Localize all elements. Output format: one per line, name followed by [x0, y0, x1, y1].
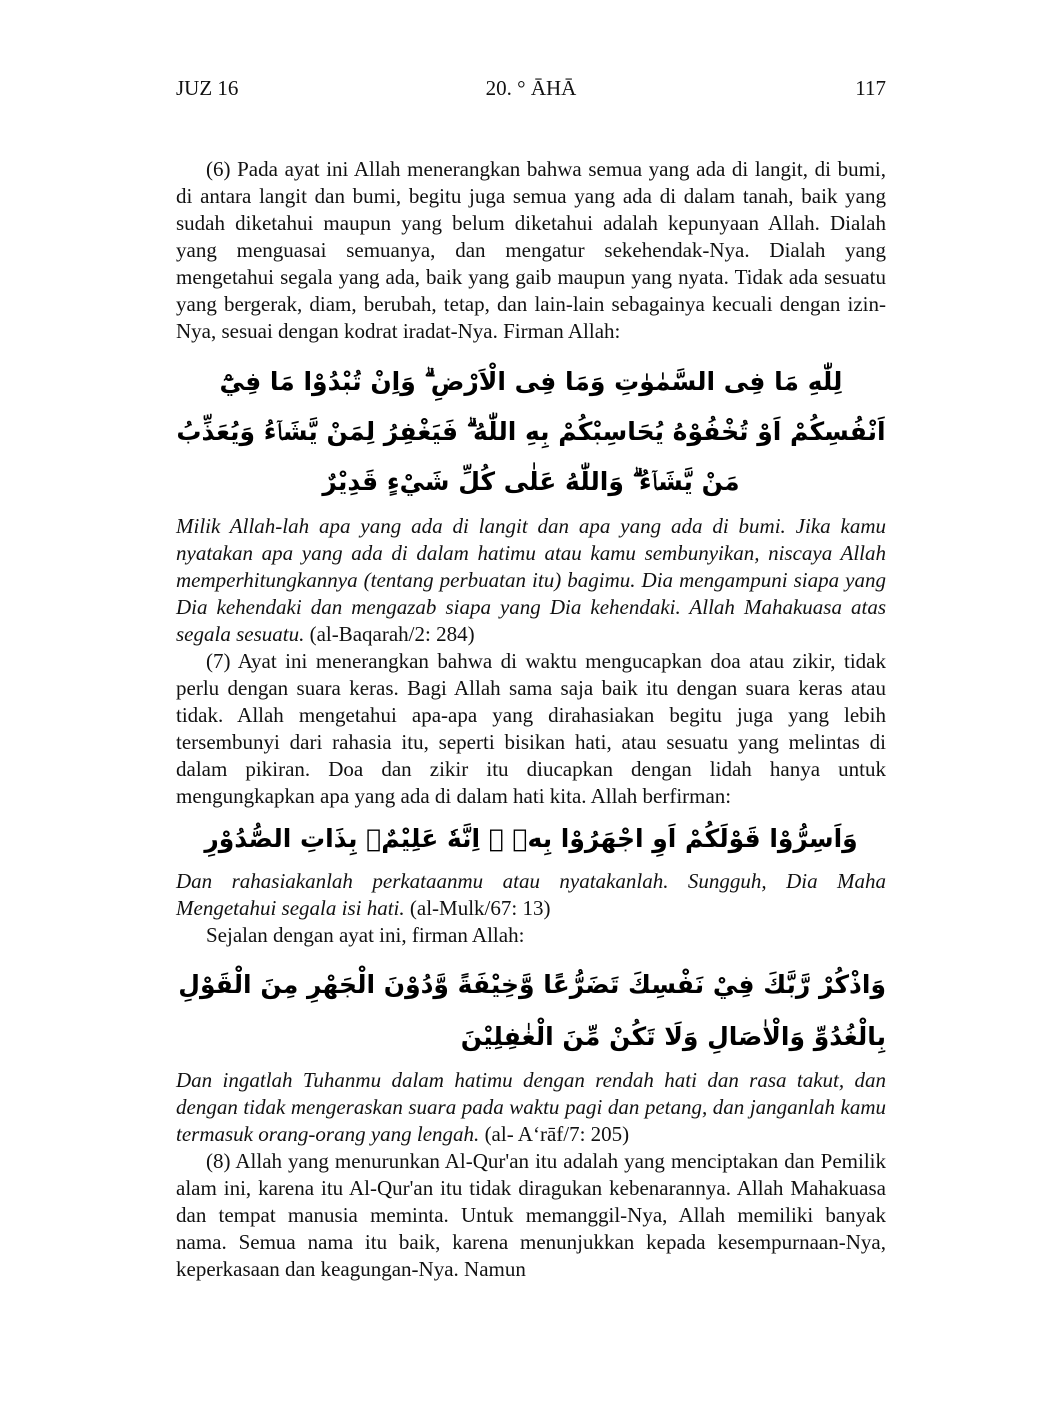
translation-text: Milik Allah-lah apa yang ada di langit dan apa yang ada di bumi. Jika kamu nyatakan apa yang ada di dalam hatimu atau kamu sembunyikan, niscaya Allah memperhitungkannya (tentang perbuatan itu) bagimu. Dia mengampuni siapa yang Dia kehendaki dan mengazab siapa yang Dia kehendaki. Allah Mahakuasa atas segala sesuatu. [176, 514, 886, 646]
verse-reference: (al-Baqarah/2: 284) [309, 622, 475, 646]
page-number: 117 [855, 76, 886, 100]
arabic-verse-araf-205: وَاذْكُرْ رَّبَّكَ فِيْ نَفْسِكَ تَضَرُّعًا وَّخِيْفَةً وَّدُوْنَ الْجَهْرِ مِنَ الْقَوْلِ بِالْغُدُوِّ وَالْاٰصَالِ وَلَا تَكُنْ مِّنَ الْغٰفِلِيْنَ [178, 970, 886, 1051]
sejalan-line: Sejalan dengan ayat ini, firman Allah: [206, 923, 525, 947]
translation-baqarah-284 [176, 513, 886, 648]
translation-text: Dan ingatlah Tuhanmu dalam hatimu dengan rendah hati dan rasa takut, dan dengan tidak mengeraskan suara pada waktu pagi dan petang, dan janganlah kamu termasuk orang-orang yang lengah. [176, 1068, 886, 1146]
verse-reference: (al-Mulk/67: 13) [409, 896, 551, 920]
juz-label: JUZ 16 [176, 76, 239, 100]
translation-araf-205 [176, 1067, 886, 1148]
translation-text: Dan rahasiakanlah perkataanmu atau nyatakanlah. Sungguh, Dia Maha Mengetahui segala isi hati. [176, 869, 886, 920]
paragraph-6: (6) Pada ayat ini Allah menerangkan bahwa semua yang ada di langit, di bumi, di antara langit dan bumi, begitu juga semua yang ada di dalam tanah, baik yang sudah diketahui maupun yang belum diketahui adalah kepunyaan Allah. Dialah yang menguasai semuanya, dan mengatur sekehendak-Nya. Dialah yang mengetahui segala yang ada, baik yang gaib maupun yang nyata. Tidak ada sesuatu yang bergerak, diam, berubah, tetap, dan lain-lain sebagainya kecuali dengan izin-Nya, sesuai dengan kodrat iradat-Nya. Firman Allah: [176, 157, 886, 343]
arabic-verse-baqarah-284: لِلّٰهِ مَا فِى السَّمٰوٰتِ وَمَا فِى الْاَرْضِ ۗ وَاِنْ تُبْدُوْا مَا فِيْٓ اَنْفُسِكُمْ اَوْ تُخْفُوْهُ يُحَاسِبْكُمْ بِهِ اللّٰهُ ۗ فَيَغْفِرُ لِمَنْ يَّشَاۤءُ وَيُعَذِّبُ مَنْ يَّشَاۤءُ ۗ وَاللّٰهُ عَلٰى كُلِّ شَيْءٍ قَدِيْرٌ [176, 367, 886, 496]
surah-title: 20. ° ĀHĀ [485, 76, 577, 100]
arabic-verse-mulk-13: وَاَسِرُّوْا قَوْلَكُمْ اَوِ اجْهَرُوْا بِهٖ ۗ اِنَّهٗ عَلِيْمٌۢ بِذَاتِ الصُّدُوْرِ [204, 824, 858, 853]
paragraph-8: (8) Allah yang menurunkan Al-Qur'an itu adalah yang menciptakan dan Pemilik alam ini, karena itu Al-Qur'an itu tidak diragukan kebenarannya. Allah Mahakuasa dan tempat manusia meminta. Untuk memanggil-Nya, Allah memiliki banyak nama. Semua nama itu baik, karena menunjukkan kepada kesempurnaan-Nya, keperkasaan dan keagungan-Nya. Namun [176, 1149, 886, 1281]
paragraph-7: (7) Ayat ini menerangkan bahwa di waktu mengucapkan doa atau zikir, tidak perlu dengan suara keras. Bagi Allah sama saja baik itu dengan suara keras atau tidak. Allah mengetahui apa-apa yang dirahasiakan begitu juga yang lebih tersembunyi dari rahasia itu, seperti bisikan hati, atau sesuatu yang melintas di dalam pikiran. Doa dan zikir itu diucapkan dengan lidah hanya untuk mengungkapkan apa yang ada di dalam hati kita. Allah berfirman: [176, 649, 886, 808]
verse-reference: (al- A‘rāf/7: 205) [484, 1122, 630, 1146]
page-body [176, 156, 886, 1283]
translation-mulk-13 [176, 868, 886, 922]
running-header [176, 74, 886, 104]
